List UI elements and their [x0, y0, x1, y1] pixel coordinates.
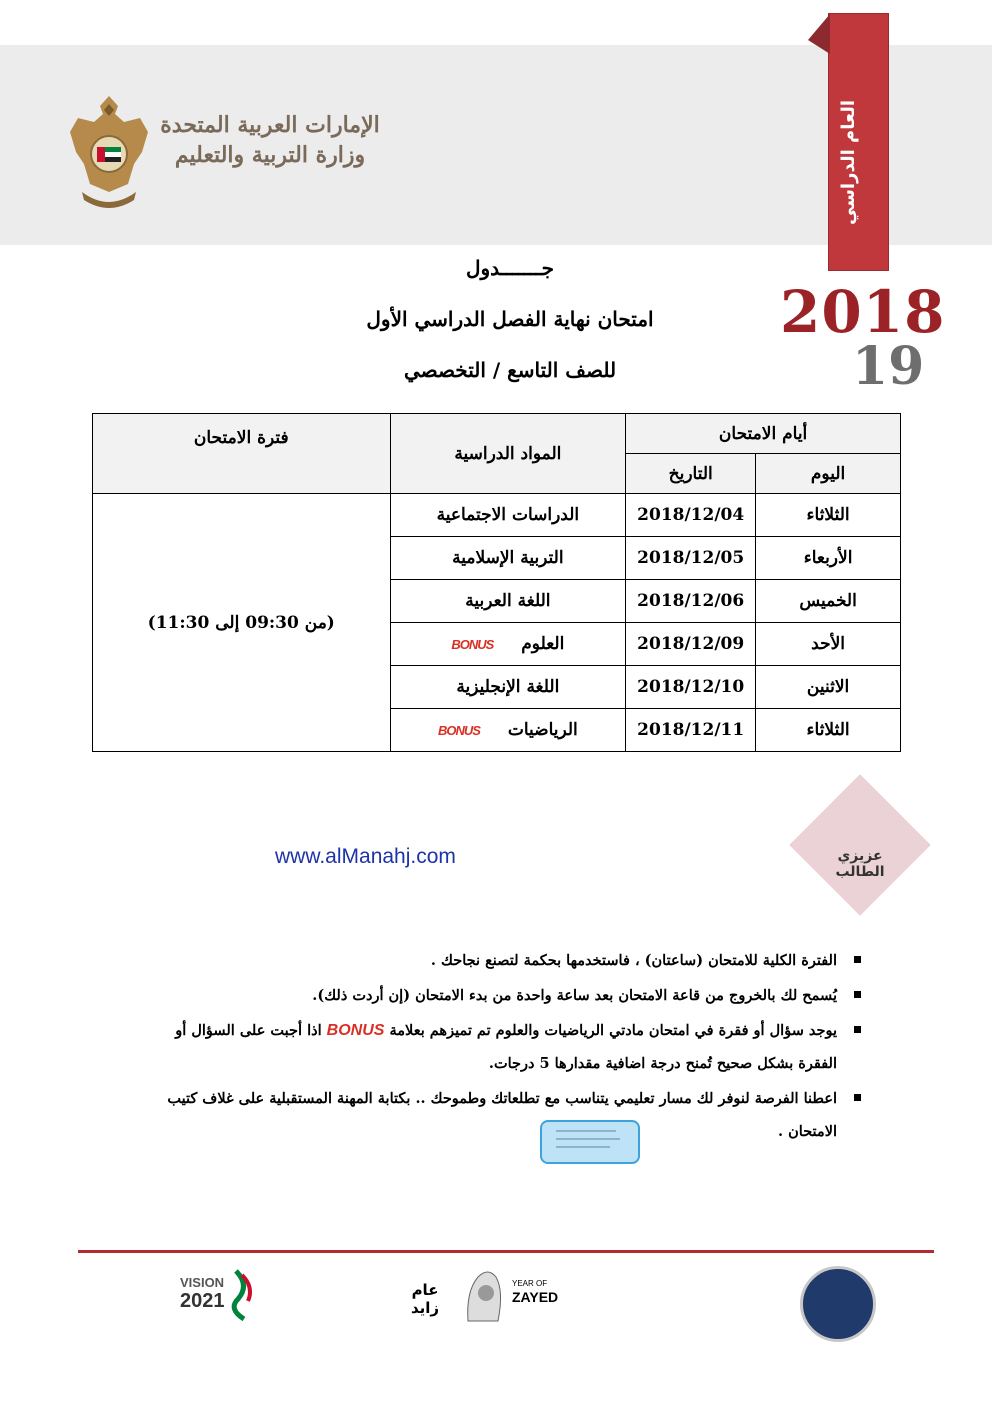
instructions-list	[160, 944, 865, 1150]
footer-divider	[78, 1250, 934, 1253]
day-cell: الأحد	[756, 623, 901, 666]
bonus-badge: BONUS	[437, 723, 480, 738]
website-link[interactable]: www.alManahj.com	[275, 845, 456, 868]
satellite-seal-icon	[800, 1266, 876, 1342]
header-subjects: المواد الدراسية	[390, 414, 626, 494]
uae-emblem-icon	[68, 92, 150, 214]
bonus-badge: BONUS	[451, 637, 494, 652]
table-row	[93, 494, 901, 537]
list-item: يُسمح لك بالخروج من قاعة الامتحان بعد ساعة واحدة من بدء الامتحان (إن أردت ذلك).	[160, 979, 865, 1012]
bullet-icon	[854, 956, 861, 963]
bonus-badge: BONUS	[326, 1022, 385, 1039]
day-cell: الثلاثاء	[756, 709, 901, 752]
bullet-icon	[854, 1094, 861, 1101]
day-cell: الخميس	[756, 580, 901, 623]
date-cell: 2018/12/09	[626, 623, 756, 666]
subject-cell: الدراسات الاجتماعية	[390, 494, 626, 537]
subject-cell	[390, 623, 626, 666]
list-item: يوجد سؤال أو فقرة في امتحان مادتي الرياضيات والعلوم تم تميزهم بعلامة BONUS اذا أجبت على السؤال أو الفقرة بشكل صحيح تُمنح درجة اضافية مقدارها 5 درجات.	[160, 1014, 865, 1080]
date-cell: 2018/12/11	[626, 709, 756, 752]
subject-label: العلوم	[521, 634, 565, 654]
day-cell: الاثنين	[756, 666, 901, 709]
subject-cell: التربية الإسلامية	[390, 537, 626, 580]
date-cell: 2018/12/10	[626, 666, 756, 709]
date-cell: 2018/12/06	[626, 580, 756, 623]
bullet-icon	[854, 991, 861, 998]
subject-label: الرياضيات	[507, 720, 578, 740]
bullet-icon	[854, 1026, 861, 1033]
subject-cell: اللغة العربية	[390, 580, 626, 623]
subject-cell: اللغة الإنجليزية	[390, 666, 626, 709]
zayed-portrait-icon	[458, 1263, 508, 1323]
svg-text:2021: 2021	[180, 1290, 225, 1312]
organization-name	[150, 110, 390, 170]
subject-cell	[390, 709, 626, 752]
speech-bubble-icon	[540, 1120, 640, 1164]
ribbon-fold-icon	[808, 14, 830, 54]
year-of-zayed-logo	[400, 1263, 570, 1323]
header-date: التاريخ	[626, 454, 756, 494]
list-item: اعطنا الفرصة لنوفر لك مسار تعليمي يتناسب مع تطلعاتك وطموحك .. بكتابة المهنة المستقبلية على غلاف كتيب الامتحان .	[160, 1082, 865, 1148]
period-value: (من 09:30 إلى 11:30)	[93, 494, 391, 752]
note-diamond	[789, 774, 930, 915]
year-bottom: 19	[852, 336, 925, 397]
header-period: فترة الامتحان	[93, 414, 391, 494]
date-cell: 2018/12/05	[626, 537, 756, 580]
org-line-1: الإمارات العربية المتحدة	[160, 112, 380, 138]
exam-schedule-table	[92, 413, 901, 752]
ribbon-label: العام الدراسي	[838, 99, 859, 226]
title-line-1: جـــــــدول	[465, 256, 555, 280]
list-item: الفترة الكلية للامتحان (ساعتان) ، فاستخدمها بحكمة لتصنع نجاحك .	[160, 944, 865, 977]
zayed-arabic: عام زايد	[410, 1281, 440, 1317]
zayed-en-2: ZAYED	[512, 1289, 559, 1305]
header-exam-days: أيام الامتحان	[626, 414, 901, 454]
vision-2021-logo-icon	[178, 1265, 258, 1321]
title-line-3: للصف التاسع / التخصصي	[403, 358, 617, 382]
year-top: 2018	[780, 278, 946, 346]
svg-text:VISION: VISION	[180, 1275, 225, 1290]
zayed-en-1: YEAR OF	[512, 1279, 548, 1288]
title-line-2: امتحان نهاية الفصل الدراسي الأول	[366, 307, 654, 331]
header-day: اليوم	[756, 454, 901, 494]
day-cell: الثلاثاء	[756, 494, 901, 537]
note-label: عزيزي الطالب	[835, 848, 885, 880]
day-cell: الأربعاء	[756, 537, 901, 580]
org-line-2: وزارة التربية والتعليم	[174, 142, 366, 168]
date-cell: 2018/12/04	[626, 494, 756, 537]
